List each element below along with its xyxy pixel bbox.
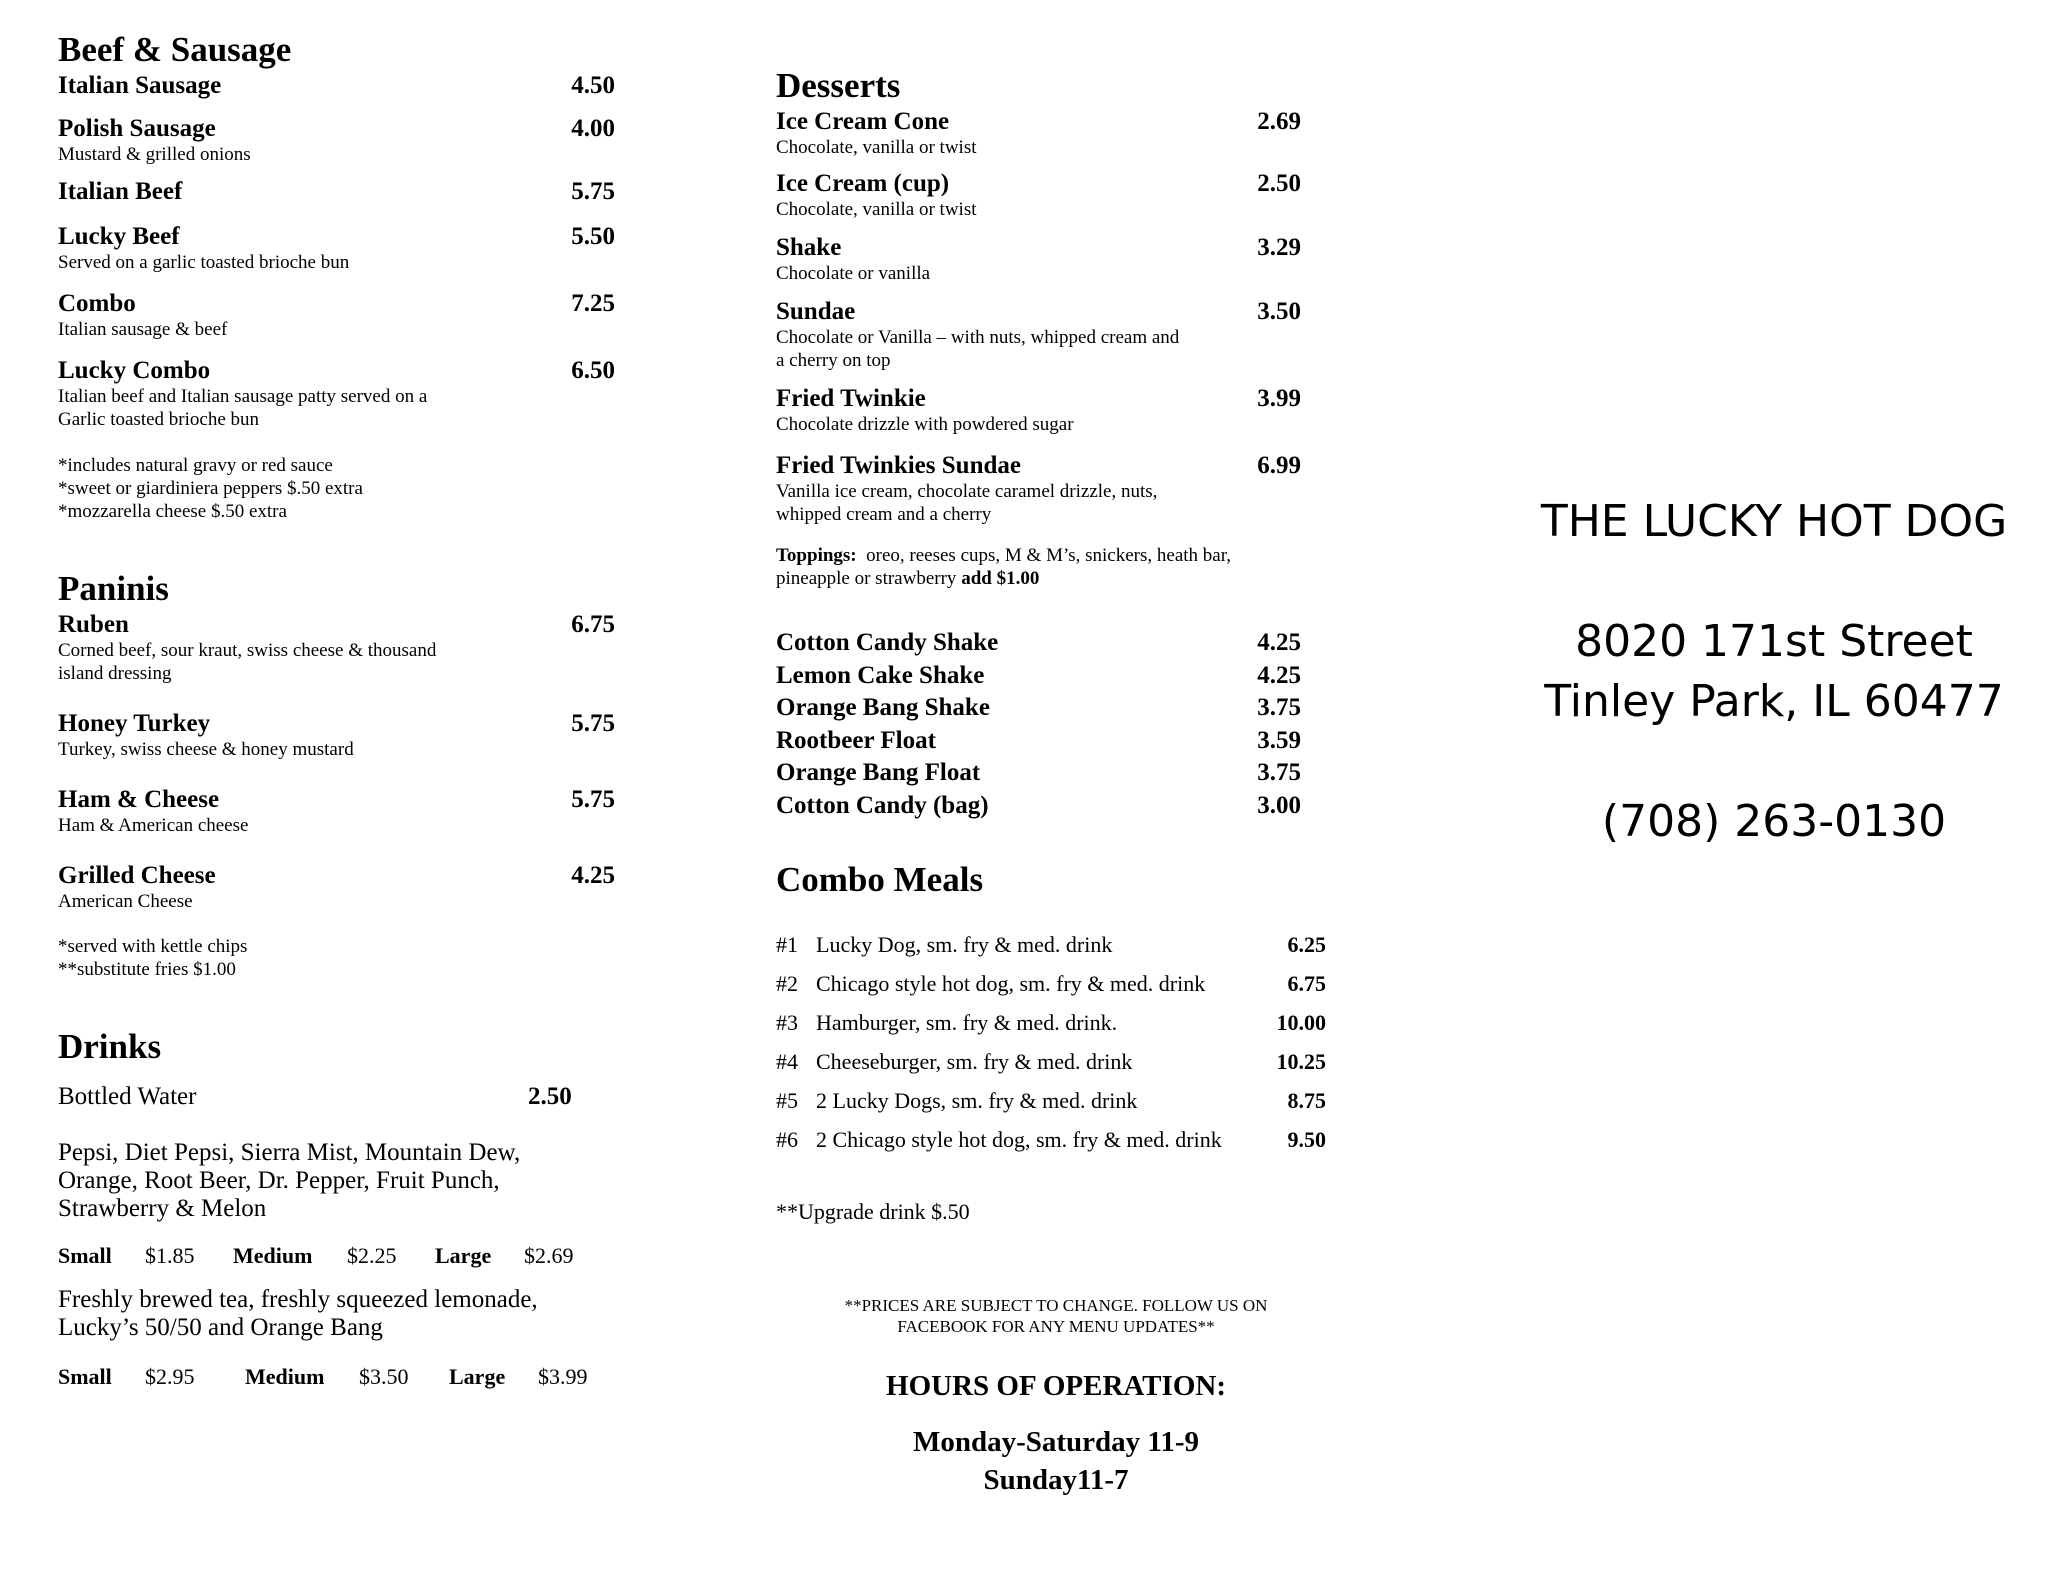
combo-number: #2 [776, 970, 798, 996]
tea-line: Freshly brewed tea, freshly squeezed lemonade, [58, 1286, 538, 1313]
menu-item [58, 611, 618, 685]
item-name: Cotton Candy (bag) [776, 792, 989, 819]
item-price: 3.00 [1257, 792, 1301, 819]
size-price: $2.95 [145, 1364, 195, 1389]
item-name: Sundae [776, 298, 856, 325]
item-price: 5.75 [571, 178, 615, 205]
combo-name: 2 Lucky Dogs, sm. fry & med. drink [816, 1087, 1138, 1113]
menu-column-middle [776, 66, 1336, 1499]
item-name: Ice Cream (cup) [776, 170, 950, 197]
item-price: 3.99 [1257, 385, 1301, 412]
toppings [776, 544, 1336, 590]
item-name: Ruben [58, 611, 129, 638]
menu-item [58, 786, 618, 837]
item-description: Chocolate or Vanilla – with nuts, whipped cream and [776, 327, 1180, 348]
item-price: 4.25 [571, 862, 615, 889]
toppings-text: pineapple or strawberry [776, 568, 957, 589]
drink-name: Bottled Water [58, 1083, 197, 1110]
item-name: Combo [58, 290, 136, 317]
section-title: Drinks [58, 1027, 162, 1066]
menu-item [776, 452, 1336, 526]
toppings-price: add $1.00 [961, 568, 1040, 589]
special-item [776, 662, 1301, 694]
combo-item [776, 1081, 1336, 1120]
drink-item [58, 1083, 618, 1111]
item-description: Garlic toasted brioche bun [58, 409, 260, 430]
combo-meals-section [776, 860, 1336, 1225]
item-price: 3.75 [1257, 759, 1301, 786]
combo-item [776, 925, 1336, 964]
combo-number: #5 [776, 1087, 798, 1113]
item-price: 5.75 [571, 786, 615, 813]
combo-price: 10.25 [1276, 1048, 1326, 1074]
beef-sausage-section [58, 30, 618, 523]
item-name: Fried Twinkies Sundae [776, 452, 1021, 479]
special-item [776, 727, 1301, 759]
toppings-label: Toppings: [776, 545, 857, 566]
item-description: Mustard & grilled onions [58, 144, 251, 165]
size-label: Large [449, 1364, 506, 1389]
item-description: American Cheese [58, 891, 193, 912]
item-price: 3.75 [1257, 694, 1301, 721]
specials-list [776, 629, 1336, 824]
menu-item [58, 357, 618, 431]
item-description: Served on a garlic toasted brioche bun [58, 252, 350, 273]
combo-price: 8.75 [1287, 1087, 1326, 1113]
section-title: Beef & Sausage [58, 30, 292, 69]
item-price: 4.25 [1257, 662, 1301, 689]
item-name: Lucky Combo [58, 357, 211, 384]
item-name: Rootbeer Float [776, 727, 936, 754]
notes [58, 935, 618, 981]
item-name: Polish Sausage [58, 115, 216, 142]
menu-item [58, 223, 618, 274]
item-name: Honey Turkey [58, 710, 211, 737]
item-description: Ham & American cheese [58, 815, 249, 836]
drinks-section [58, 1027, 618, 1390]
item-price: 3.50 [1257, 298, 1301, 325]
desserts-section [776, 66, 1336, 824]
item-price: 5.75 [571, 710, 615, 737]
menu-item [58, 862, 618, 913]
item-name: Grilled Cheese [58, 862, 216, 889]
note: *served with kettle chips [58, 936, 248, 957]
combo-number: #4 [776, 1048, 798, 1074]
size-price: $2.69 [524, 1243, 574, 1268]
item-name: Lemon Cake Shake [776, 662, 985, 689]
menu-item [58, 290, 618, 341]
combo-number: #6 [776, 1126, 798, 1152]
soda-line: Strawberry & Melon [58, 1195, 267, 1222]
soda-list [58, 1139, 618, 1223]
combo-number: #1 [776, 931, 798, 957]
item-description: Vanilla ice cream, chocolate caramel drizzle, nuts, [776, 481, 1158, 502]
size-label: Small [58, 1243, 112, 1268]
price-notice-line: FACEBOOK FOR ANY MENU UPDATES** [897, 1317, 1215, 1336]
size-label: Small [58, 1364, 112, 1389]
item-price: 2.50 [1257, 170, 1301, 197]
tea-list [58, 1286, 618, 1342]
menu-column-left [58, 30, 618, 1390]
combo-name: 2 Chicago style hot dog, sm. fry & med. drink [816, 1126, 1222, 1152]
combo-item [776, 1042, 1336, 1081]
item-name: Italian Beef [58, 178, 183, 205]
combo-price: 6.25 [1287, 931, 1326, 957]
size-label: Medium [245, 1364, 325, 1389]
item-description: a cherry on top [776, 350, 891, 371]
size-price: $3.99 [538, 1364, 588, 1389]
combo-item [776, 1120, 1336, 1159]
tea-line: Lucky’s 50/50 and Orange Bang [58, 1314, 383, 1341]
special-item [776, 759, 1301, 792]
item-description: whipped cream and a cherry [776, 504, 992, 525]
upgrade-note: **Upgrade drink $.50 [776, 1199, 970, 1224]
item-price: 4.25 [1257, 629, 1301, 656]
size-label: Large [435, 1243, 492, 1268]
item-price: 6.50 [571, 357, 615, 384]
restaurant-info [1500, 492, 2048, 852]
item-description: Chocolate, vanilla or twist [776, 137, 977, 158]
restaurant-name: THE LUCKY HOT DOG [1540, 496, 2008, 547]
drink-price: 2.50 [528, 1083, 572, 1110]
item-price: 6.99 [1257, 452, 1301, 479]
combo-number: #3 [776, 1009, 798, 1035]
item-name: Orange Bang Float [776, 759, 981, 786]
menu-item [58, 710, 618, 761]
note: *sweet or giardiniera peppers $.50 extra [58, 478, 363, 499]
item-price: 4.50 [571, 72, 615, 99]
item-name: Fried Twinkie [776, 385, 926, 412]
special-item [776, 629, 1301, 662]
size-price: $3.50 [359, 1364, 409, 1389]
combo-name: Chicago style hot dog, sm. fry & med. drink [816, 970, 1206, 996]
hours-line: Sunday11-7 [983, 1464, 1129, 1496]
size-label: Medium [233, 1243, 313, 1268]
soda-sizes [58, 1243, 618, 1269]
notes [58, 454, 618, 523]
item-description: Turkey, swiss cheese & honey mustard [58, 739, 354, 760]
menu-item [58, 72, 618, 100]
item-name: Shake [776, 234, 842, 261]
item-price: 4.00 [571, 115, 615, 142]
combo-name: Cheeseburger, sm. fry & med. drink [816, 1048, 1133, 1074]
hours-title: HOURS OF OPERATION: [886, 1370, 1226, 1402]
city-address: Tinley Park, IL 60477 [1544, 676, 2004, 727]
item-price: 7.25 [571, 290, 615, 317]
item-description: Corned beef, sour kraut, swiss cheese & thousand [58, 640, 437, 661]
item-name: Ham & Cheese [58, 786, 220, 813]
item-name: Lucky Beef [58, 223, 180, 250]
combo-item [776, 964, 1336, 1003]
combo-name: Lucky Dog, sm. fry & med. drink [816, 931, 1113, 957]
combo-name: Hamburger, sm. fry & med. drink. [816, 1009, 1118, 1035]
item-price: 5.50 [571, 223, 615, 250]
section-title: Desserts [776, 66, 901, 105]
menu-item [58, 178, 618, 206]
size-price: $2.25 [347, 1243, 397, 1268]
item-description: Italian sausage & beef [58, 319, 228, 340]
item-price: 6.75 [571, 611, 615, 638]
menu-item [776, 385, 1336, 436]
note: **substitute fries $1.00 [58, 959, 236, 980]
item-description: island dressing [58, 663, 172, 684]
hours-line: Monday-Saturday 11-9 [912, 1426, 1199, 1458]
item-name: Italian Sausage [58, 72, 222, 99]
item-description: Chocolate, vanilla or twist [776, 199, 977, 220]
special-item [776, 792, 1301, 824]
item-description: Chocolate or vanilla [776, 263, 931, 284]
phone-number: (708) 263-0130 [1601, 796, 1947, 847]
size-price: $1.85 [145, 1243, 195, 1268]
item-price: 3.29 [1257, 234, 1301, 261]
item-name: Ice Cream Cone [776, 108, 950, 135]
menu-item [776, 170, 1336, 221]
menu-item [776, 108, 1336, 159]
item-description: Italian beef and Italian sausage patty served on a [58, 386, 428, 407]
section-title: Combo Meals [776, 860, 984, 899]
note: *includes natural gravy or red sauce [58, 455, 333, 476]
special-item [776, 694, 1301, 727]
price-notice-line: **PRICES ARE SUBJECT TO CHANGE. FOLLOW US ON [844, 1296, 1268, 1315]
item-name: Orange Bang Shake [776, 694, 990, 721]
soda-line: Orange, Root Beer, Dr. Pepper, Fruit Punch, [58, 1167, 500, 1194]
footer [776, 1295, 1336, 1499]
menu-item [776, 298, 1336, 372]
combo-price: 9.50 [1287, 1126, 1326, 1152]
soda-line: Pepsi, Diet Pepsi, Sierra Mist, Mountain Dew, [58, 1139, 521, 1166]
combo-price: 6.75 [1287, 970, 1326, 996]
street-address: 8020 171st Street [1575, 616, 1973, 667]
item-price: 2.69 [1257, 108, 1301, 135]
item-price: 3.59 [1257, 727, 1301, 754]
item-name: Cotton Candy Shake [776, 629, 999, 656]
combo-item [776, 1003, 1336, 1042]
combo-list [776, 925, 1336, 1159]
tea-sizes [58, 1364, 618, 1390]
menu-item [58, 115, 618, 166]
section-title: Paninis [58, 569, 169, 608]
note: *mozzarella cheese $.50 extra [58, 501, 287, 522]
paninis-section [58, 569, 618, 981]
combo-price: 10.00 [1276, 1009, 1326, 1035]
toppings-text: oreo, reeses cups, M & M’s, snickers, heath bar, [866, 545, 1232, 566]
item-description: Chocolate drizzle with powdered sugar [776, 414, 1074, 435]
menu-item [776, 234, 1336, 285]
